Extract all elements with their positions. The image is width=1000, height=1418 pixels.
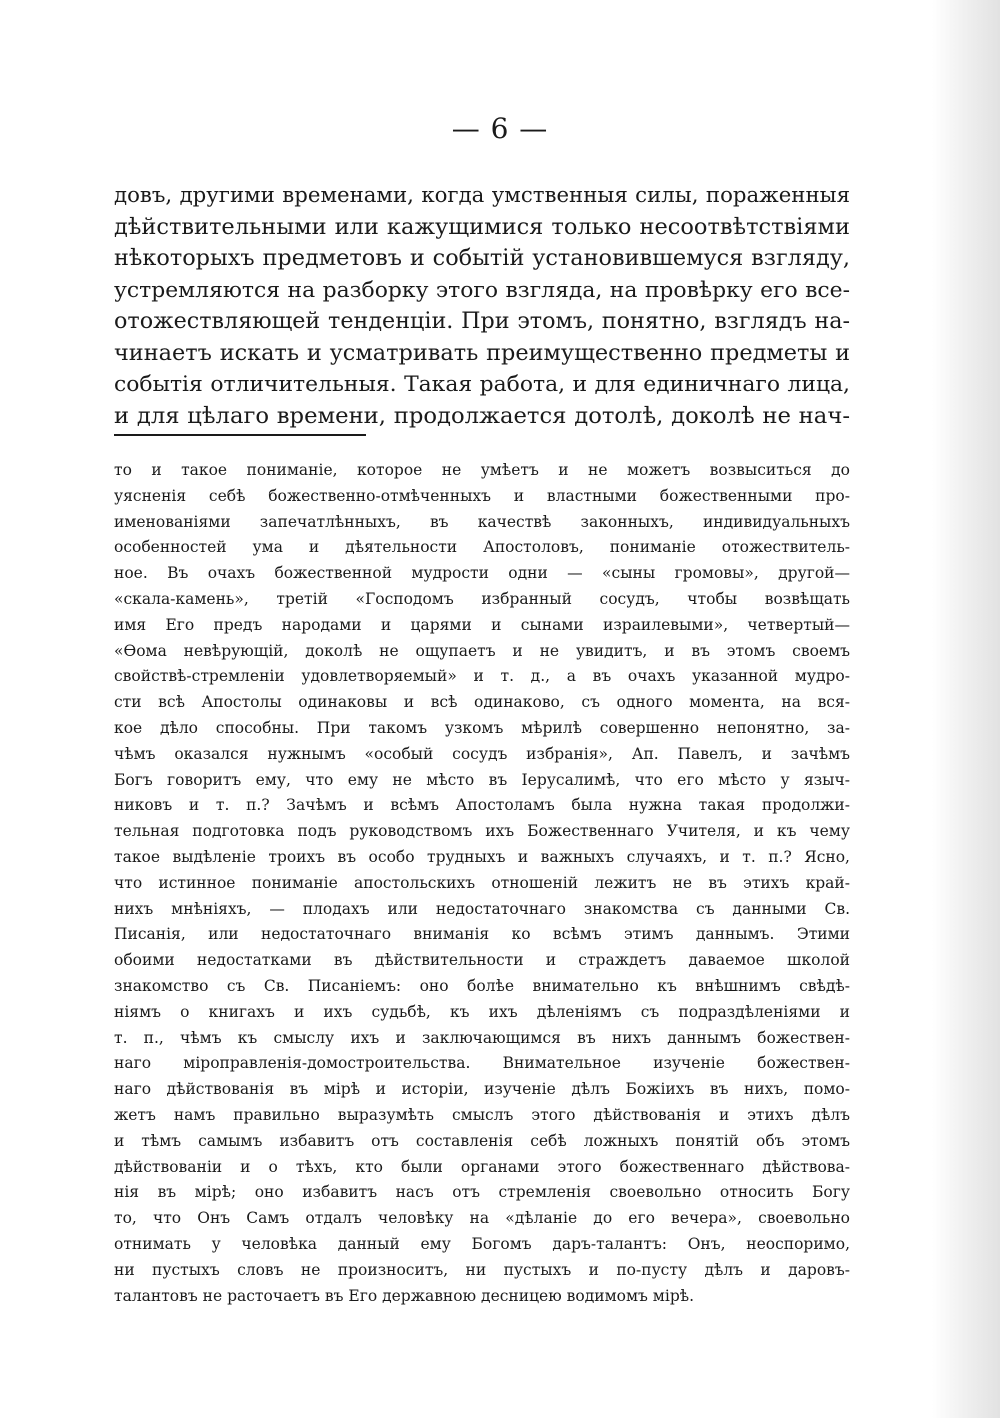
page-number: — 6 — <box>451 112 549 145</box>
footnote-line: ное. Въ очахъ божественной мудрости одни — «сыны громовы», другой— <box>114 564 850 583</box>
main-text-line: событія отличительныя. Такая работа, и для единичнаго лица, <box>114 372 850 397</box>
footnote-line: жетъ намъ правильно выразумѣть смыслъ этого дѣйствованія и этихъ дѣлъ <box>114 1105 850 1124</box>
footnote-line: Писанія, или недостаточнаго вниманія ко всѣмъ этимъ даннымъ. Этими <box>114 925 850 944</box>
footnote-line: Богъ говоритъ ему, что ему не мѣсто въ Іерусалимѣ, что его мѣсто у языч- <box>114 770 850 789</box>
page-edge-shadow <box>932 0 1000 1418</box>
footnote-line: никовъ и т. п.? Зачѣмъ и всѣмъ Апостоламъ была нужна такая продолжи- <box>114 796 850 815</box>
footnote-line: тельная подготовка подъ руководствомъ ихъ Божественнаго Учителя, и къ чему <box>114 822 850 841</box>
footnote-line: сти всѣ Апостолы одинаковы и всѣ одинаково, съ одного момента, на вся- <box>114 693 850 712</box>
footnote-line: «скала-камень», третій «Господомъ избранный сосудъ, чтобы возвѣщать <box>114 589 850 608</box>
footnote-line: наго міроправленія-домостроительства. Внимательное изученіе божествен- <box>114 1054 850 1073</box>
footnote-line: ни пустыхъ словъ не произноситъ, ни пустыхъ и по-пусту дѣлъ и даровъ- <box>114 1260 850 1279</box>
footnote-line: чѣмъ оказался нужнымъ «особый сосудъ избранія», Ап. Павелъ, и зачѣмъ <box>114 744 850 763</box>
footnote-line: и тѣмъ самымъ избавитъ отъ составленія себѣ ложныхъ понятій объ этомъ <box>114 1131 850 1150</box>
footnote-line: свойствѣ-стремленіи удовлетворяемый» и т. д., а въ очахъ указанной мудро- <box>114 667 850 686</box>
main-text-line: довъ, другими временами, когда умственныя силы, пораженныя <box>114 183 850 208</box>
footnote-line: имя Его предъ народами и царями и сынами израилевыми», четвертый— <box>114 615 850 634</box>
footnote-line: такое выдѣленіе троихъ въ особо трудныхъ и важныхъ случаяхъ, и т. п.? Ясно, <box>114 847 850 866</box>
footnote-line: «Ѳома невѣрующій, доколѣ не ощупаетъ и не увидитъ, и въ этомъ своемъ <box>114 641 850 660</box>
main-text-line: нѣкоторыхъ предметовъ и событій установившемуся взгляду, <box>114 245 850 271</box>
footnote-line: ніямъ о книгахъ и ихъ судьбѣ, къ ихъ дѣленіямъ съ подраздѣленіями и <box>114 1002 850 1021</box>
main-text-line: и для цѣлаго времени, продолжается дотолѣ, доколѣ не нач- <box>114 402 850 429</box>
footnote-line: то и такое пониманіе, которое не умѣетъ и не можетъ возвыситься до <box>114 461 850 479</box>
footnote-line: талантовъ не расточаетъ въ Его державною десницею водимомъ мірѣ. <box>114 1286 695 1305</box>
footnote-line: нихъ мнѣніяхъ, — плодахъ или недостаточнаго знакомства съ данными Св. <box>114 899 850 918</box>
footnote-block <box>114 458 850 1309</box>
main-text-line: чинаетъ искать и усматривать преимущественно предметы и <box>114 339 850 366</box>
footnote-line: именованіями запечатлѣнныхъ, въ качествѣ законныхъ, индивидуальныхъ <box>114 512 850 531</box>
footnote-line: нія въ мірѣ; оно избавитъ насъ отъ стремленія своевольно относить Богу <box>114 1183 850 1202</box>
main-text-line: отожествляющей тенденціи. При этомъ, понятно, взглядъ на- <box>114 308 850 334</box>
footnote-line: особенностей ума и дѣятельности Апостоловъ, пониманіе отожествитель- <box>114 538 850 557</box>
main-text-line: дѣйствительными или кажущимися только несоотвѣтствіями <box>114 213 850 240</box>
footnote-line: знакомство съ Св. Писаніемъ: оно болѣе внимательно къ внѣшнимъ свѣдѣ- <box>114 976 850 995</box>
footnote-line: то, что Онъ Самъ отдалъ человѣку на «дѣланіе до его вечера», своевольно <box>114 1209 850 1228</box>
main-text-block <box>114 180 850 432</box>
footnote-line: наго дѣйствованія въ мірѣ и исторіи, изученіе дѣлъ Божіихъ въ нихъ, помо- <box>114 1080 850 1099</box>
footnote-line: отнимать у человѣка данный ему Богомъ даръ-талантъ: Онъ, неоспоримо, <box>114 1234 850 1253</box>
footnote-line: дѣйствованіи и о тѣхъ, кто были органами этого божественнаго дѣйствова- <box>114 1157 850 1176</box>
footnote-line: обоими недостатками въ дѣйствительности и страждетъ даваемое школой <box>114 951 850 970</box>
footnote-line: что истинное пониманіе апостольскихъ отношеній лежитъ не въ этихъ край- <box>114 873 850 892</box>
footnote-line: уясненія себѣ божественно-отмѣченныхъ и властными божественными про- <box>114 486 850 505</box>
footnote-line: кое дѣло способны. При такомъ узкомъ мѣрилѣ совершенно непонятно, за- <box>114 718 850 737</box>
footnote-separator <box>114 434 366 436</box>
main-text-line: устремляются на разборку этого взгляда, на провѣрку его все- <box>114 277 850 303</box>
footnote-line: т. п., чѣмъ къ смыслу ихъ и заключающимся въ нихъ даннымъ божествен- <box>114 1028 850 1047</box>
